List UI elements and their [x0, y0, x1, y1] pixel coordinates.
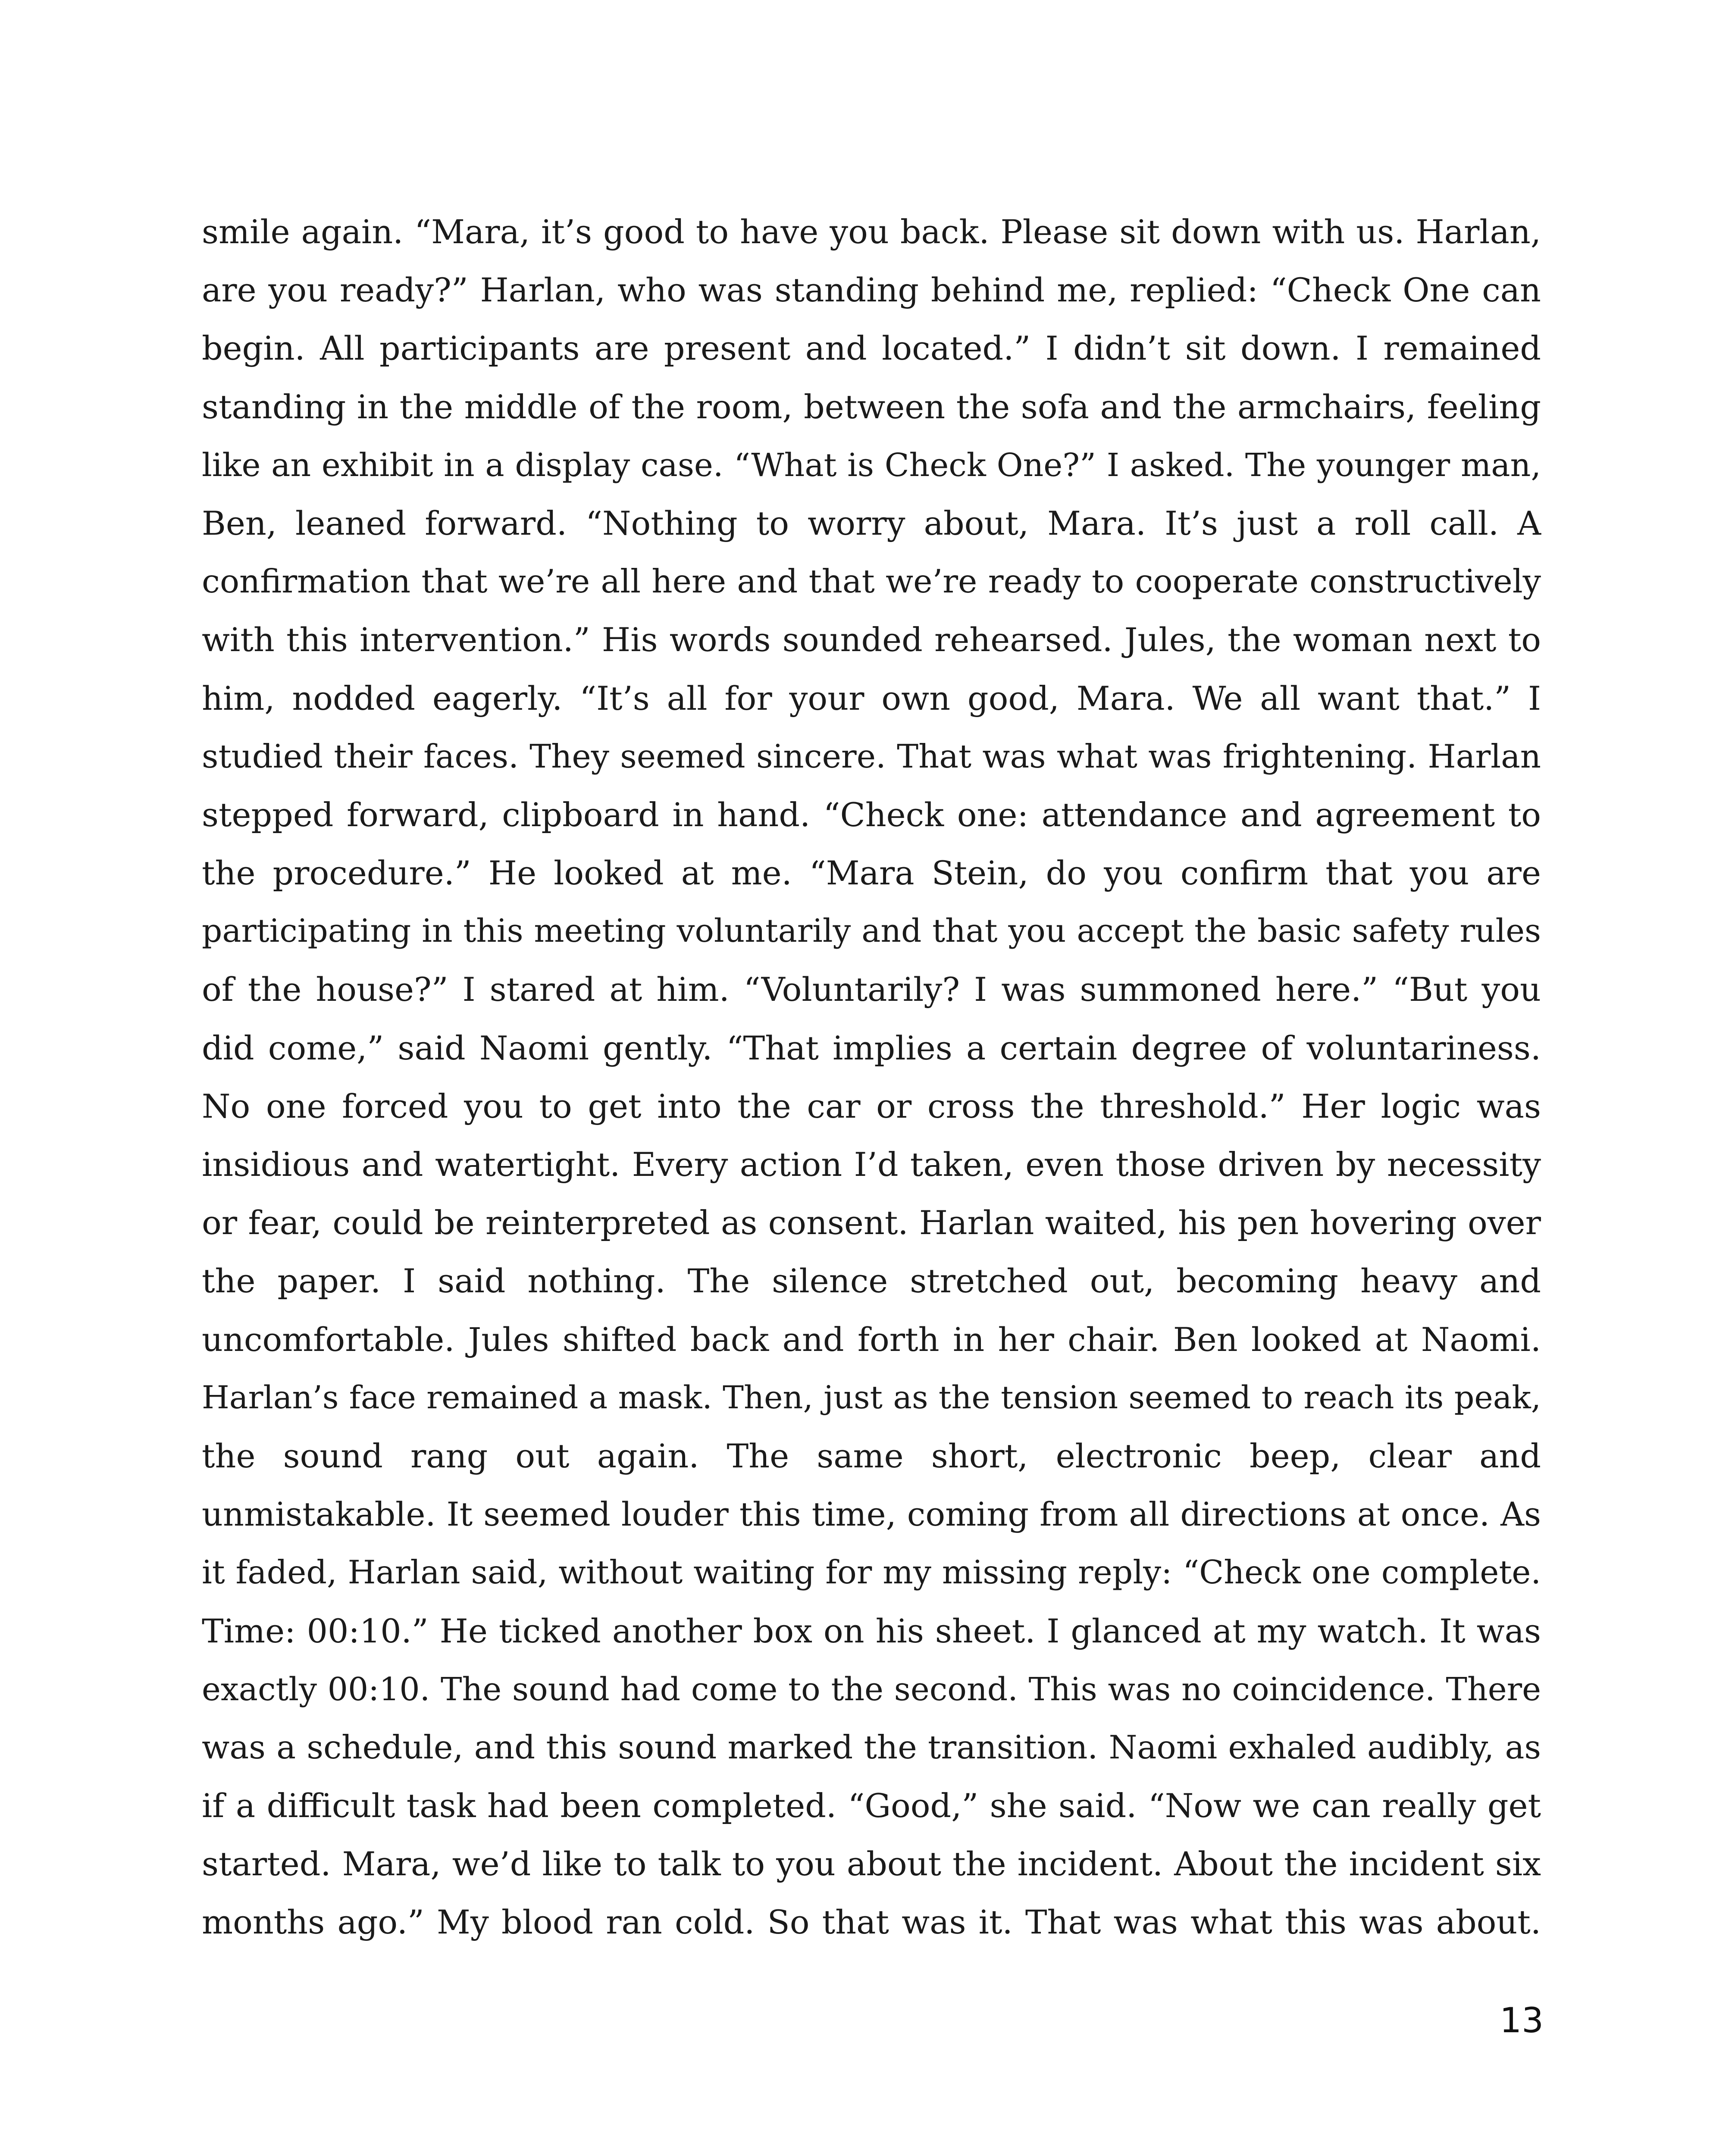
text-line: with this intervention.” His words sounded rehearsed. Jules, the woman next to [202, 620, 1541, 659]
text-line: participating in this meeting voluntarily and that you accept the basic safety rules [202, 912, 1541, 950]
text-line: the paper. I said nothing. The silence stretched out, becoming heavy and [202, 1262, 1541, 1300]
text-line: was a schedule, and this sound marked the transition. Naomi exhaled audibly, as [202, 1728, 1541, 1766]
text-line: confirmation that we’re all here and that we’re ready to cooperate constructively [202, 562, 1541, 601]
text-line: exactly 00:10. The sound had come to the second. This was no coincidence. There [202, 1670, 1541, 1708]
text-line: did come,” said Naomi gently. “That implies a certain degree of voluntariness. [202, 1028, 1541, 1067]
text-line: stepped forward, clipboard in hand. “Check one: attendance and agreement to [202, 795, 1541, 834]
text-line: the procedure.” He looked at me. “Mara Stein, do you confirm that you are [202, 854, 1541, 893]
text-line: if a difficult task had been completed. “Good,” she said. “Now we can really get [202, 1786, 1541, 1825]
text-line: standing in the middle of the room, between the sofa and the armchairs, feeling [202, 387, 1541, 426]
text-line: begin. All participants are present and located.” I didn’t sit down. I remained [202, 329, 1541, 368]
text-line: like an exhibit in a display case. “What is Check One?” I asked. The younger man, [202, 446, 1541, 484]
text-line: are you ready?” Harlan, who was standing behind me, replied: “Check One can [202, 271, 1541, 310]
text-line: insidious and watertight. Every action I’d taken, even those driven by necessity [202, 1145, 1541, 1184]
text-line: Ben, leaned forward. “Nothing to worry about, Mara. It’s just a roll call. A [202, 504, 1541, 542]
text-line: months ago.” My blood ran cold. So that was it. That was what this was about. [202, 1903, 1541, 1942]
text-line: started. Mara, we’d like to talk to you about the incident. About the incident six [202, 1845, 1541, 1883]
text-line: of the house?” I stared at him. “Voluntarily? I was summoned here.” “But you [202, 970, 1541, 1009]
text-line: smile again. “Mara, it’s good to have you back. Please sit down with us. Harlan, [202, 213, 1541, 251]
text-line: studied their faces. They seemed sincere. That was what was frightening. Harlan [202, 737, 1541, 775]
text-line: No one forced you to get into the car or cross the threshold.” Her logic was [202, 1087, 1541, 1125]
text-line: him, nodded eagerly. “It’s all for your own good, Mara. We all want that.” I [202, 679, 1541, 718]
text-line: the sound rang out again. The same short, electronic beep, clear and [202, 1436, 1541, 1475]
text-line: it faded, Harlan said, without waiting for my missing reply: “Check one complete. [202, 1554, 1541, 1592]
text-line: Time: 00:10.” He ticked another box on his sheet. I glanced at my watch. It was [202, 1611, 1541, 1650]
text-line: unmistakable. It seemed louder this time, coming from all directions at once. As [202, 1495, 1541, 1534]
body-paragraph [202, 203, 1541, 1952]
text-line: Harlan’s face remained a mask. Then, just as the tension seemed to reach its peak, [202, 1379, 1541, 1416]
page-number: 13 [1500, 2000, 1544, 2040]
text-line: or fear, could be reinterpreted as consent. Harlan waited, his pen hovering over [202, 1203, 1541, 1242]
text-line: uncomfortable. Jules shifted back and forth in her chair. Ben looked at Naomi. [202, 1320, 1541, 1359]
